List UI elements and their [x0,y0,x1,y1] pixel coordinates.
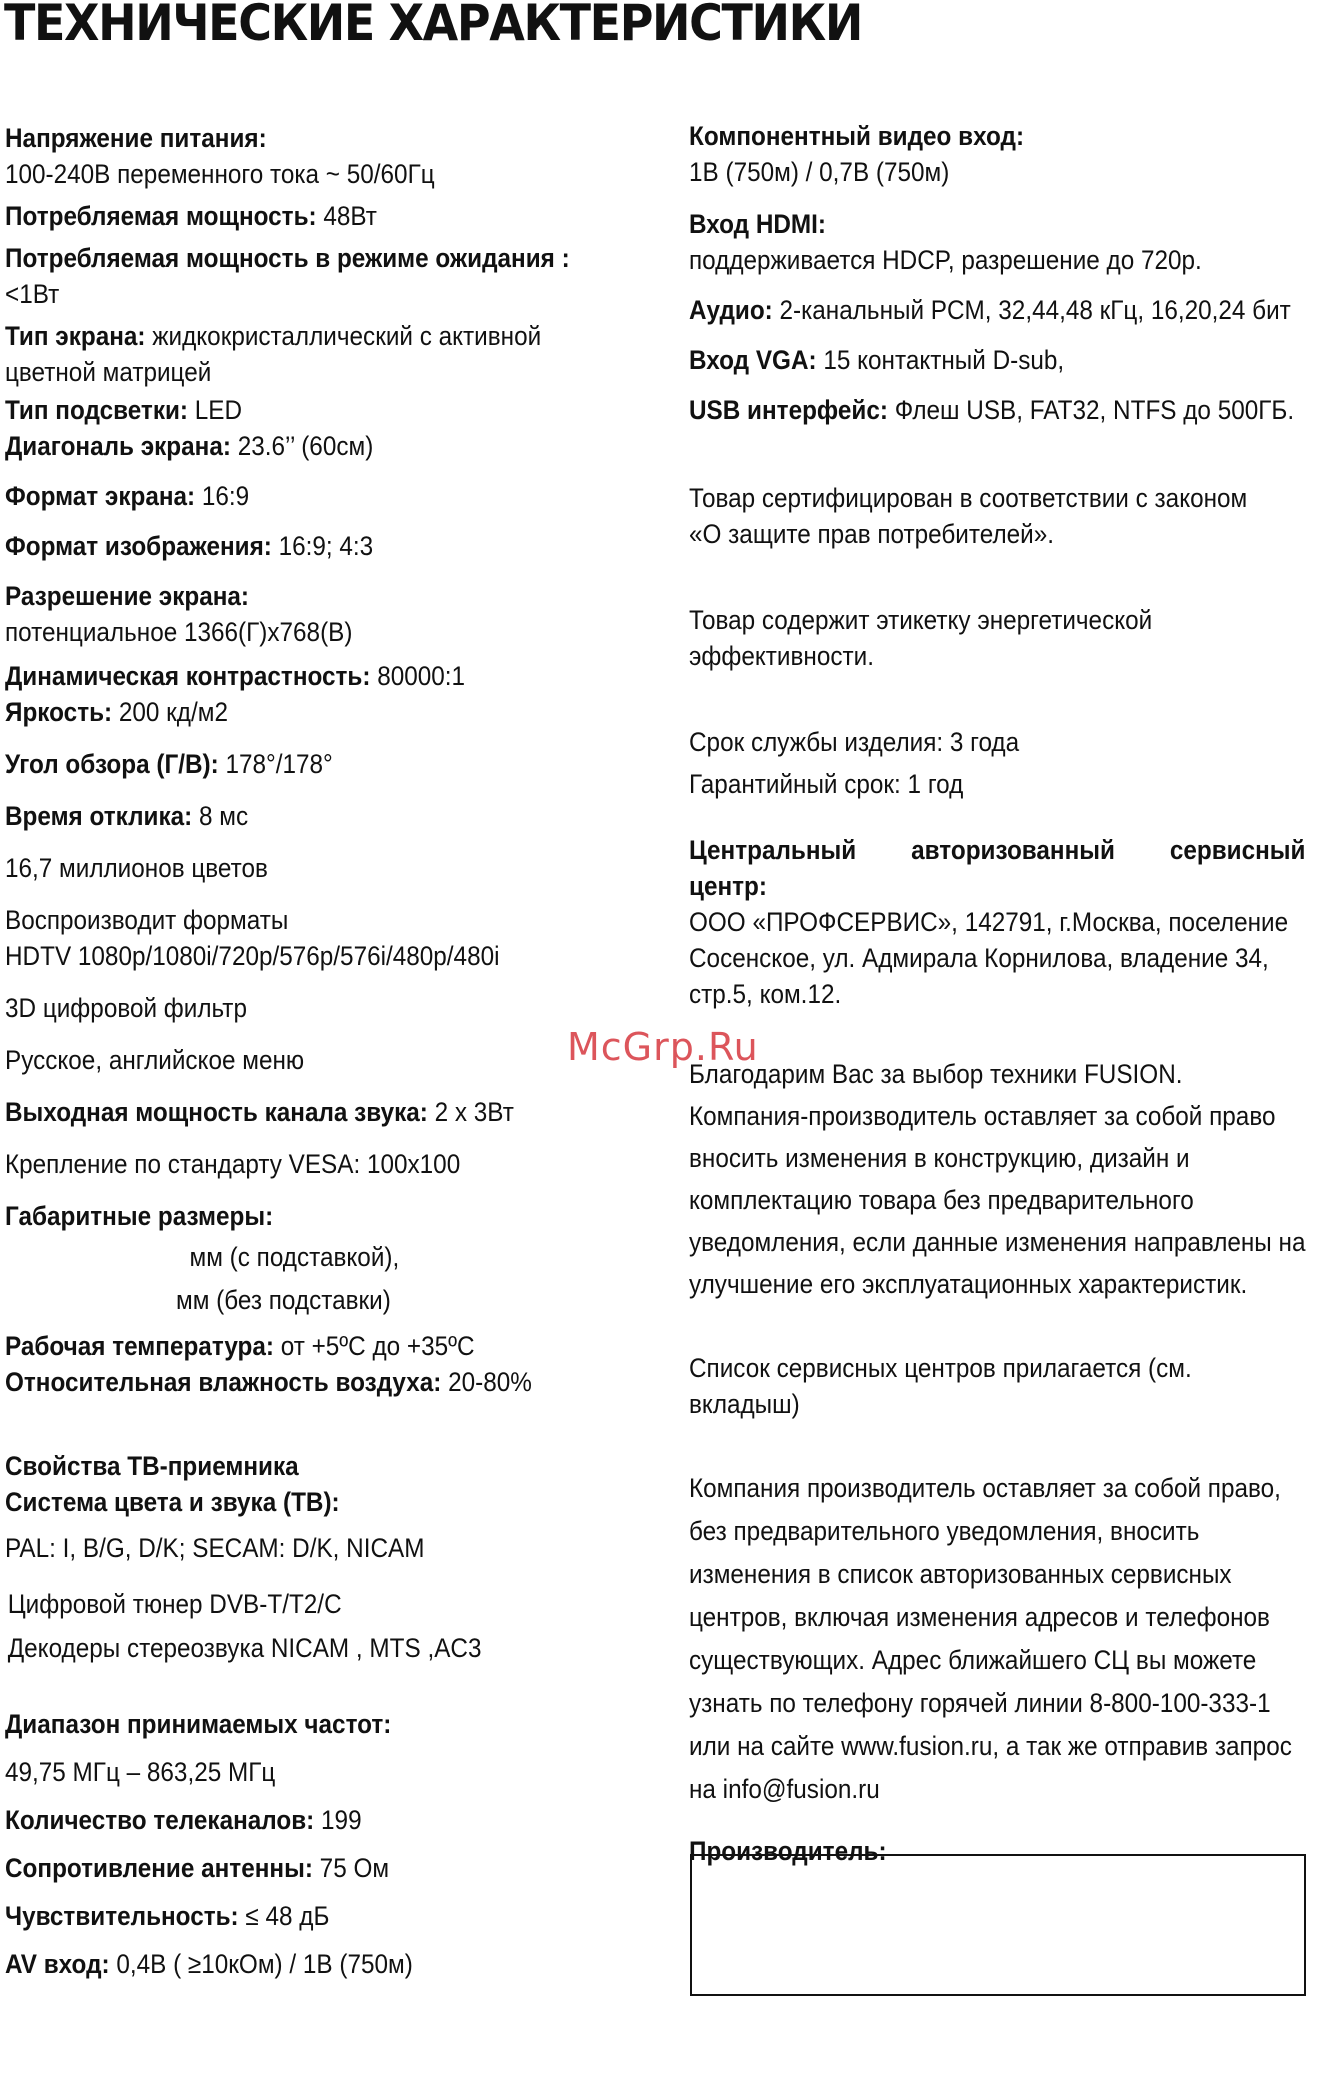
cert-line-2: «О защите прав потребителей». [689,519,1054,549]
audio-row [689,292,1306,328]
freq-label: Диапазон принимаемых частот: [5,1709,392,1739]
thanks-line-2: Компания-производитель оставляет за собой право [689,1101,1276,1131]
service-center-label: Центральный авторизованный сервисный [689,835,1306,865]
contrast-label: Динамическая контрастность: [5,661,371,691]
humidity-value: 20-80% [441,1367,532,1397]
channels-value: 199 [314,1805,362,1835]
resolution-label: Разрешение экрана: [5,581,250,611]
tv-props-heading: Свойства ТВ-приемника [5,1451,299,1481]
formats-line-2: HDTV 1080p/1080i/720p/576p/576i/480p/480i [5,941,500,971]
diagonal-value: 23.6’’ (60см) [230,431,374,461]
rights-line-8: на info@fusion.ru [689,1774,880,1804]
screen-type-label: Тип экрана: [5,321,146,351]
color-system-label: Система цвета и звука (ТВ): [5,1487,340,1517]
usb-label: USB интерфейс: [689,395,888,425]
service-center-label-2: центр: [689,871,767,901]
brightness-label: Яркость: [5,697,113,727]
energy-label-text: Товар содержит этикетку энергетической эффективности. [689,605,1153,671]
response-label: Время отклика: [5,801,193,831]
brightness-value: 200 кд/м2 [112,697,228,727]
menu-text: Русское, английское меню [5,1045,305,1075]
thanks-line-6: улучшение его эксплуатационных характеристик. [689,1269,1248,1299]
angle-value: 178°/178° [218,749,333,779]
image-format-row [5,528,635,564]
contrast-row [5,658,635,694]
antenna-label: Сопротивление антенны: [5,1853,313,1883]
formats-line-1: Воспроизводит форматы [5,905,289,935]
rights-line-3: изменения в список авторизованных сервисных [689,1559,1232,1589]
screen-type-row [5,318,635,354]
power-value: 48Вт [316,201,377,231]
sensitivity-row [5,1898,635,1934]
vesa-text: Крепление по стандарту VESA: 100x100 [5,1149,461,1179]
av-value: 0,4В ( ≥10кОм) / 1В (750м) [109,1949,413,1979]
standby-label: Потребляемая мощность в режиме ожидания : [5,243,570,273]
format-row [5,478,635,514]
left-column [5,120,635,1982]
backlight-label: Тип подсветки: [5,395,189,425]
resolution-value: потенциальное 1366(Г)x768(В) [5,617,353,647]
screen-type-value-2: цветной матрицей [5,357,212,387]
service-address-3: стр.5, ком.12. [689,979,842,1009]
format-value: 16:9 [195,481,250,511]
av-label: AV вход: [5,1949,110,1979]
response-value: 8 мс [192,801,249,831]
audio-value: 2-канальный PCM, 32,44,48 кГц, 16,20,24 бит [772,295,1291,325]
colors-text: 16,7 миллионов цветов [5,853,268,883]
rights-line-7: или на сайте www.fusion.ru, а так же отправив запрос [689,1731,1292,1761]
sensitivity-label: Чувствительность: [5,1901,239,1931]
service-address-1: ООО «ПРОФСЕРВИС», 142791, г.Москва, поселение [689,907,1289,937]
service-list-text: Список сервисных центров прилагается (см. вкладыш) [689,1353,1192,1419]
rights-line-5: существующих. Адрес ближайшего СЦ вы можете [689,1645,1257,1675]
color-system-value: PAL: I, B/G, D/K; SECAM: D/K, NICAM [5,1533,425,1563]
supply-label: Напряжение питания: [5,123,267,153]
vga-label: Вход VGA: [689,345,817,375]
freq-value: 49,75 МГц – 863,25 МГц [5,1757,276,1787]
vga-row [689,342,1306,378]
angle-row [5,746,635,782]
vga-value: 15 контактный D-sub, [816,345,1065,375]
dimensions-without-stand: мм (без подставки) [176,1285,391,1315]
dimensions-with-stand: мм (с подставкой), [189,1242,400,1272]
antenna-value: 75 Ом [312,1853,390,1883]
temperature-value: от +5ºС до +35ºС [273,1331,475,1361]
image-format-label: Формат изображения: [5,531,272,561]
supply-value: 100-240В переменного тока ~ 50/60Гц [5,159,435,189]
tuner-text: Цифровой тюнер DVB-T/T2/C [7,1589,342,1619]
hdmi-value: поддерживается HDCP, разрешение до 720р. [689,245,1202,275]
usb-value: Флеш USB, FAT32, NTFS до 500ГБ. [887,395,1295,425]
right-column [689,118,1306,1869]
cert-line-1: Товар сертифицирован в соответствии с законом [689,483,1248,513]
rights-line-2: без предварительного уведомления, вносить [689,1516,1200,1546]
audio-power-row [5,1094,635,1130]
watermark-text: McGrp.Ru [567,1025,759,1069]
manufacturer-label: Производитель: [689,1836,887,1866]
lifetime-text: Срок службы изделия: 3 года [689,727,1020,757]
diagonal-label: Диагональ экрана: [5,431,231,461]
backlight-row [5,392,635,428]
response-row [5,798,635,834]
humidity-row [5,1364,635,1400]
brightness-row [5,694,635,730]
image-format-value: 16:9; 4:3 [271,531,374,561]
manufacturer-box [690,1854,1306,1996]
temperature-label: Рабочая температура: [5,1331,274,1361]
rights-line-6: узнать по телефону горячей линии 8-800-100-333-1 [689,1688,1271,1718]
rights-line-4: центров, включая изменения адресов и телефонов [689,1602,1270,1632]
audio-label: Аудио: [689,295,773,325]
diagonal-row [5,428,635,464]
warranty-text: Гарантийный срок: 1 год [689,769,964,799]
humidity-label: Относительная влажность воздуха: [5,1367,442,1397]
thanks-line-4: комплектацию товара без предварительного [689,1185,1194,1215]
dimensions-label: Габаритные размеры: [5,1201,274,1231]
format-label: Формат экрана: [5,481,196,511]
av-row [5,1946,635,1982]
service-address-2: Сосенское, ул. Адмирала Корнилова, владение 34, [689,943,1269,973]
angle-label: Угол обзора (Г/В): [5,749,219,779]
sensitivity-value: ≤ 48 дБ [238,1901,330,1931]
audio-power-value: 2 x 3Вт [427,1097,514,1127]
contrast-value: 80000:1 [370,661,466,691]
channels-row [5,1802,635,1838]
power-row [5,198,635,234]
screen-type-value: жидкокристаллический с активной [145,321,542,351]
power-label: Потребляемая мощность: [5,201,317,231]
thanks-line-5: уведомления, если данные изменения направлены на [689,1227,1306,1257]
usb-row [689,392,1306,428]
component-label: Компонентный видео вход: [689,121,1025,151]
channels-label: Количество телеканалов: [5,1805,315,1835]
standby-value: <1Вт [5,279,60,309]
audio-power-label: Выходная мощность канала звука: [5,1097,428,1127]
rights-line-1: Компания производитель оставляет за собой право, [689,1473,1281,1503]
decoders-text: Декодеры стереозвука NICAM , MTS ,AC3 [7,1633,482,1663]
filter-text: 3D цифровой фильтр [5,993,247,1023]
component-value: 1В (750м) / 0,7В (750м) [689,157,950,187]
temperature-row [5,1328,635,1364]
hdmi-label: Вход HDMI: [689,209,827,239]
thanks-line-3: вносить изменения в конструкцию, дизайн и [689,1143,1190,1173]
page-title: ТЕХНИЧЕСКИЕ ХАРАКТЕРИСТИКИ [4,0,863,52]
thanks-line-1: Благодарим Вас за выбор техники FUSION. [689,1059,1183,1089]
antenna-row [5,1850,635,1886]
backlight-value: LED [188,395,243,425]
